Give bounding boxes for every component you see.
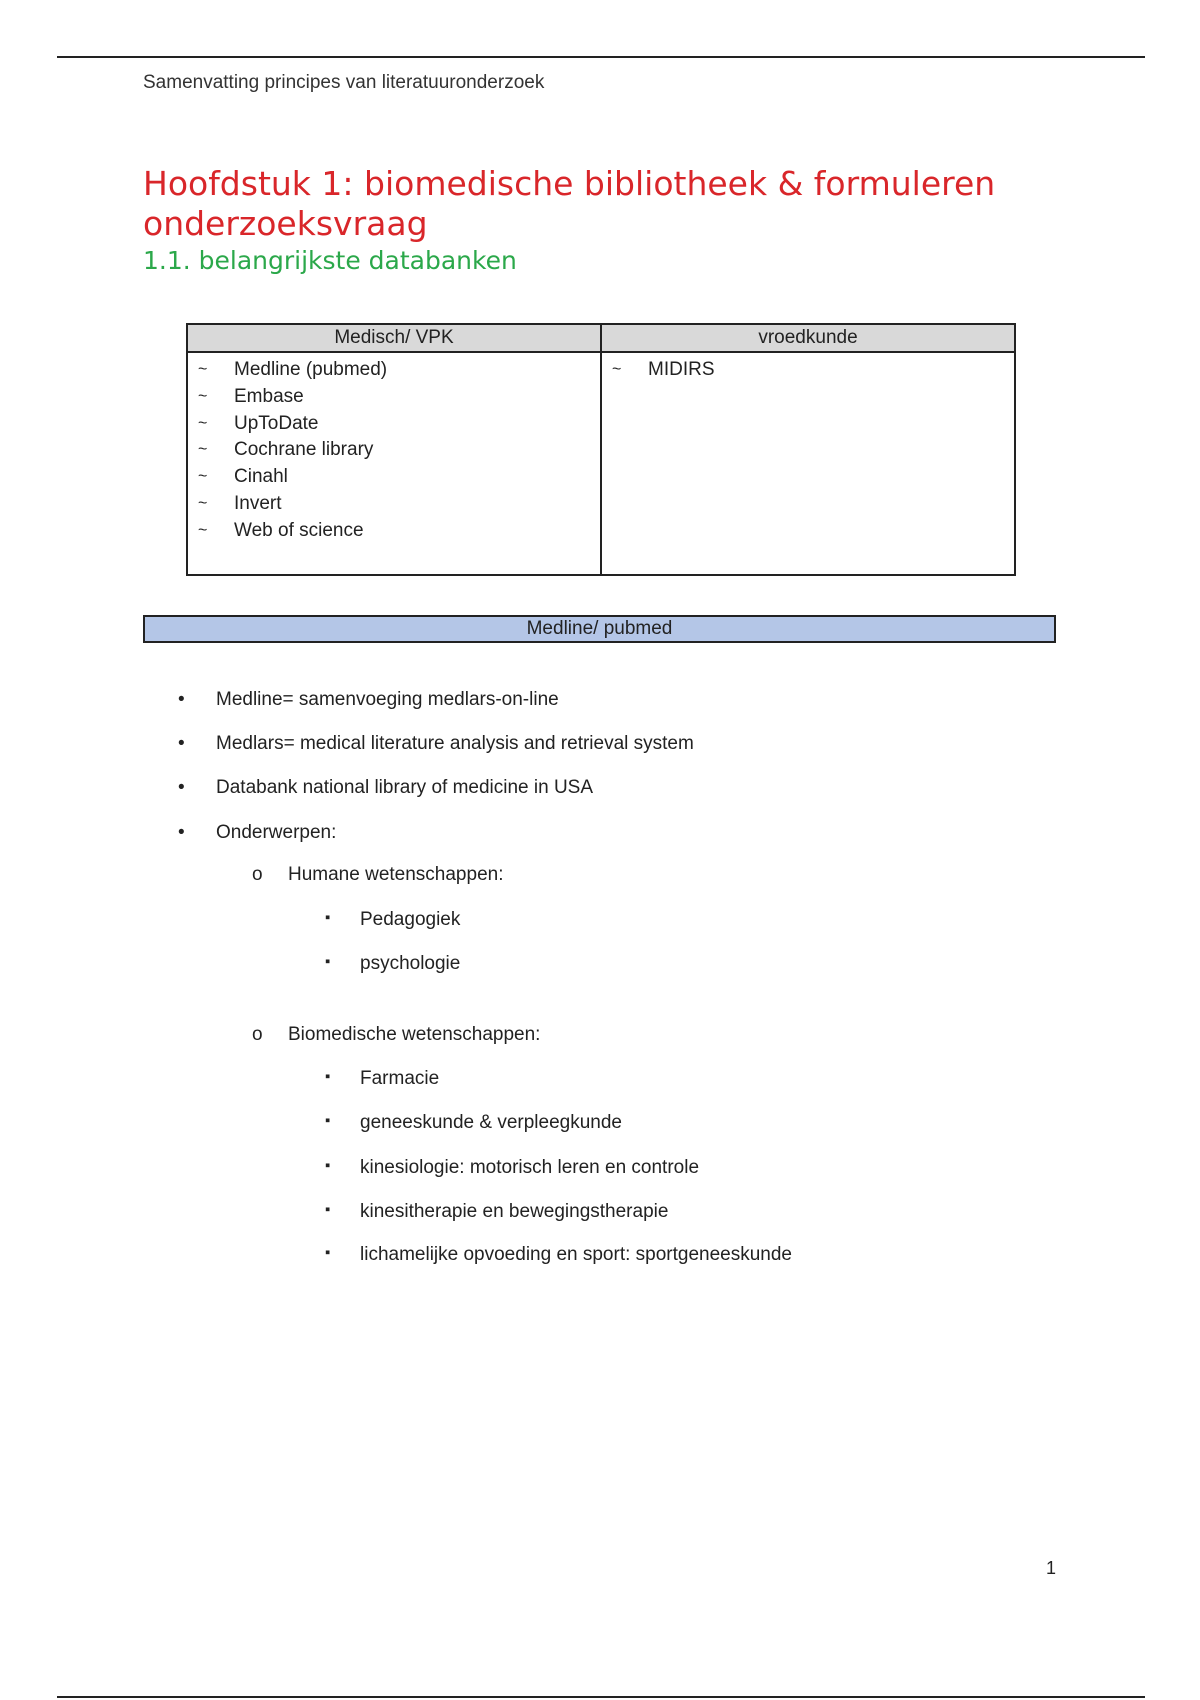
- bullet-text: kinesitherapie en bewegingstherapie: [360, 1201, 669, 1222]
- list-item: ~ UpToDate: [188, 411, 600, 438]
- bullet-icon: •: [178, 777, 185, 798]
- bullet-text: Medline= samenvoeging medlars-on-line: [216, 689, 559, 710]
- square-bullet-icon: ▪: [325, 1201, 331, 1218]
- table-cell-medisch: [187, 352, 601, 575]
- list-item: ~ Invert: [188, 491, 600, 518]
- bullet-text: Farmacie: [360, 1068, 440, 1089]
- circle-bullet-icon: o: [252, 864, 263, 885]
- document-header: Samenvatting principes van literatuuronderzoek: [143, 72, 545, 93]
- list-item: ~ Cochrane library: [188, 437, 600, 464]
- square-bullet-icon: ▪: [325, 1112, 331, 1129]
- square-bullet-icon: ▪: [325, 909, 331, 926]
- databases-table: [186, 323, 1016, 576]
- section-banner-medline: Medline/ pubmed: [143, 615, 1056, 643]
- tilde-bullet-icon: ~: [198, 387, 208, 405]
- square-bullet-icon: ▪: [325, 1157, 331, 1174]
- page-number: 1: [1046, 1558, 1057, 1578]
- list-item: ~ MIDIRS: [602, 357, 1014, 384]
- bullet-text: kinesiologie: motorisch leren en controle: [360, 1157, 700, 1178]
- list-item: ~ Cinahl: [188, 464, 600, 491]
- table-cell-vroedkunde: [601, 352, 1015, 575]
- square-bullet-icon: ▪: [325, 953, 331, 970]
- bullet-icon: •: [178, 733, 185, 754]
- bullet-icon: •: [178, 822, 185, 843]
- circle-bullet-icon: o: [252, 1024, 263, 1045]
- tilde-bullet-icon: ~: [198, 414, 208, 432]
- tilde-bullet-icon: ~: [198, 441, 208, 459]
- section-title: 1.1. belangrijkste databanken: [143, 246, 517, 275]
- bullet-text: geneeskunde & verpleegkunde: [360, 1112, 622, 1133]
- tilde-bullet-icon: ~: [198, 468, 208, 486]
- header-rule: [57, 56, 1145, 58]
- bullet-text: Medlars= medical literature analysis and retrieval system: [216, 733, 694, 754]
- tilde-bullet-icon: ~: [612, 361, 622, 378]
- bullet-text: lichamelijke opvoeding en sport: sportgeneeskunde: [360, 1244, 792, 1265]
- square-bullet-icon: ▪: [325, 1068, 331, 1085]
- bullet-text: psychologie: [360, 953, 461, 974]
- tilde-bullet-icon: ~: [198, 494, 208, 512]
- table-header-medisch: Medisch/ VPK: [187, 324, 601, 352]
- tilde-bullet-icon: ~: [198, 361, 208, 378]
- footer-rule: [57, 1696, 1145, 1698]
- bullet-text: Databank national library of medicine in USA: [216, 777, 594, 798]
- tilde-bullet-icon: ~: [198, 521, 208, 539]
- list-item: ~ Web of science: [188, 518, 600, 545]
- bullet-text: Pedagogiek: [360, 909, 461, 930]
- square-bullet-icon: ▪: [325, 1244, 331, 1261]
- list-item: ~ Embase: [188, 384, 600, 411]
- list-item: ~ Medline (pubmed): [188, 357, 600, 384]
- subgroup-title: Biomedische wetenschappen:: [288, 1024, 541, 1045]
- bullet-icon: •: [178, 689, 185, 710]
- chapter-title: Hoofdstuk 1: biomedische bibliotheek & formuleren onderzoeksvraag: [143, 164, 996, 243]
- subgroup-title: Humane wetenschappen:: [288, 864, 504, 885]
- table-header-vroedkunde: vroedkunde: [601, 324, 1015, 352]
- bullet-text: Onderwerpen:: [216, 822, 337, 843]
